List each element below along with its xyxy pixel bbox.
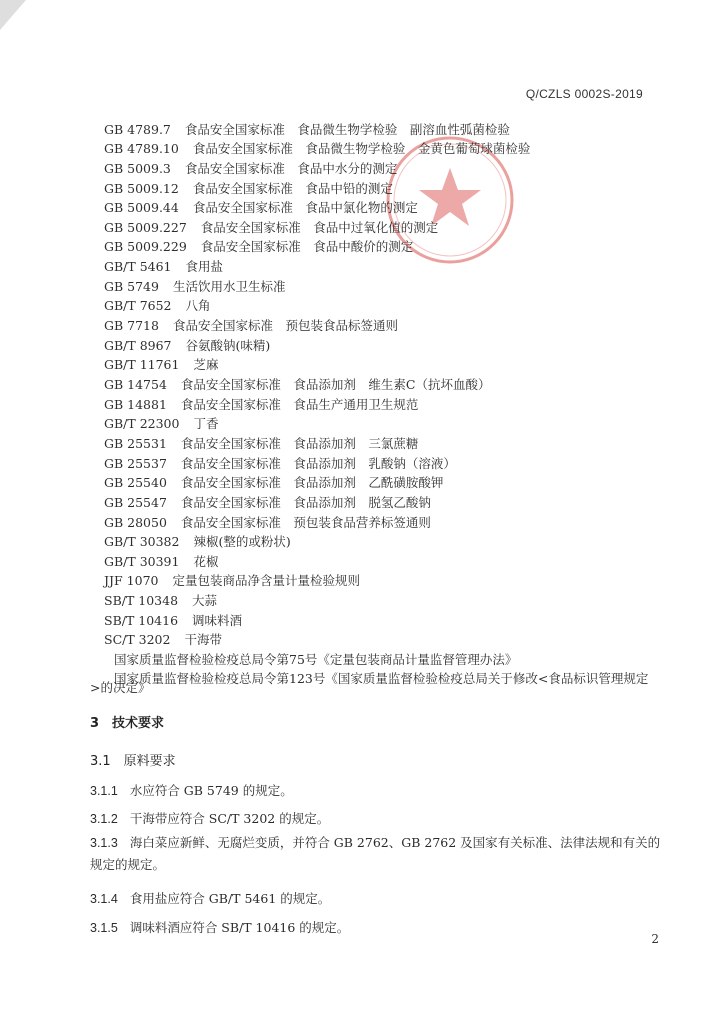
- reference-item: [104, 515, 431, 531]
- reference-title: 芝麻: [193, 357, 219, 372]
- clause-number: 3.1.1: [90, 784, 118, 798]
- reference-title: 食品安全国家标准 食品生产通用卫生规范: [180, 397, 419, 412]
- reference-code: GB/T 8967: [104, 338, 172, 353]
- reference-title: 干海带: [184, 632, 222, 647]
- reference-code: GB 25531: [104, 436, 167, 451]
- reference-code: GB/T 30382: [104, 534, 180, 549]
- reference-title: 食品安全国家标准 食品中过氧化值的测定: [200, 220, 439, 235]
- reference-title: 国家质量监督检验检疫总局令第123号《国家质量监督检验检疫总局关于修改<食品标识管理规定: [114, 671, 649, 686]
- reference-title: 丁香: [193, 416, 219, 431]
- reference-item: [104, 318, 398, 334]
- reference-title: 食品安全国家标准 食品添加剂 维生素C（抗坏血酸）: [180, 377, 491, 392]
- reference-title: 调味料酒: [192, 613, 243, 628]
- reference-code: GB 5009.12: [104, 181, 179, 196]
- section-heading-technical-requirements: 3 技术要求: [90, 716, 165, 731]
- reference-item: [104, 495, 431, 511]
- reference-item: [104, 554, 218, 570]
- reference-code: GB 25540: [104, 475, 167, 490]
- reference-item: [104, 298, 211, 314]
- reference-item: [104, 573, 360, 589]
- folded-corner: [0, 0, 26, 30]
- reference-title: 食品安全国家标准 食品添加剂 三氯蔗糖: [180, 436, 419, 451]
- reference-item: [104, 259, 223, 275]
- reference-item: [104, 397, 418, 413]
- reference-title: 谷氨酸钠(味精): [185, 338, 271, 353]
- reference-title: 国家质量监督检验检疫总局令第75号《定量包装商品计量监督管理办法》: [114, 652, 518, 667]
- reference-code: GB 5009.229: [104, 239, 187, 254]
- clause-number: 3.1.3: [90, 836, 118, 850]
- reference-title: 大蒜: [192, 593, 218, 608]
- reference-item: [104, 239, 413, 255]
- reference-code: GB 14754: [104, 377, 167, 392]
- reference-code: GB/T 7652: [104, 298, 172, 313]
- reference-title: 食品安全国家标准 食品中氯化物的测定: [192, 200, 418, 215]
- reference-code: GB 28050: [104, 515, 167, 530]
- reference-code: GB 4789.10: [104, 141, 179, 156]
- reference-title: 花椒: [193, 554, 219, 569]
- reference-code: GB 5749: [104, 279, 159, 294]
- clause-text: 食用盐应符合 GB/T 5461 的规定。: [129, 891, 331, 906]
- reference-code: GB 4789.7: [104, 122, 171, 137]
- reference-item: [104, 220, 438, 236]
- clause-item: [90, 780, 665, 802]
- page-number: 2: [651, 932, 659, 946]
- reference-item: [104, 475, 443, 491]
- reference-code: GB/T 22300: [104, 416, 180, 431]
- reference-code: GB 5009.44: [104, 200, 179, 215]
- reference-item: [104, 613, 242, 629]
- reference-code: GB 25537: [104, 456, 167, 471]
- reference-title: 食品安全国家标准 食品添加剂 乳酸钠（溶液）: [180, 456, 456, 471]
- reference-code: GB 5009.227: [104, 220, 187, 235]
- reference-code: GB/T 11761: [104, 357, 180, 372]
- clause-item: [90, 888, 665, 910]
- reference-item: [104, 357, 218, 373]
- reference-title: 辣椒(整的或粉状): [193, 534, 291, 549]
- reference-code: GB 14881: [104, 397, 167, 412]
- reference-item: [104, 416, 218, 432]
- reference-code: GB 5009.3: [104, 161, 171, 176]
- reference-code: SC/T 3202: [104, 632, 171, 647]
- reference-title: 食品安全国家标准 食品中水分的测定: [184, 161, 398, 176]
- reference-item: [104, 632, 222, 648]
- clause-text: 调味料酒应符合 SB/T 10416 的规定。: [129, 920, 350, 935]
- reference-title: 八角: [185, 298, 211, 313]
- clause-text: 干海带应符合 SC/T 3202 的规定。: [129, 811, 330, 826]
- reference-item: [104, 141, 530, 157]
- clause-text: 水应符合 GB 5749 的规定。: [129, 783, 293, 798]
- reference-item: [104, 436, 418, 452]
- reference-item: [104, 181, 393, 197]
- reference-title: 食品安全国家标准 食品中酸价的测定: [200, 239, 414, 254]
- reference-item: [114, 671, 648, 687]
- reference-item: [104, 122, 510, 138]
- reference-item: [104, 279, 285, 295]
- reference-title: 生活饮用水卫生标准: [172, 279, 286, 294]
- reference-title: 食品安全国家标准 食品微生物学检验 副溶血性弧菌检验: [184, 122, 510, 137]
- reference-item: [104, 456, 456, 472]
- reference-code: GB/T 30391: [104, 554, 180, 569]
- reference-code: GB 25547: [104, 495, 167, 510]
- reference-item: [104, 534, 291, 550]
- reference-item: [114, 652, 517, 668]
- reference-code: GB 7718: [104, 318, 159, 333]
- clause-number: 3.1.5: [90, 921, 118, 935]
- reference-item: [104, 200, 418, 216]
- reference-title: 食品安全国家标准 食品添加剂 乙酰磺胺酸钾: [180, 475, 444, 490]
- clause-item: [90, 917, 665, 939]
- reference-code: SB/T 10416: [104, 613, 179, 628]
- reference-title: 食用盐: [185, 259, 224, 274]
- reference-code: JJF 1070: [104, 573, 159, 588]
- reference-item: [104, 161, 397, 177]
- reference-item: [104, 593, 217, 609]
- reference-code: GB/T 5461: [104, 259, 172, 274]
- reference-item: [104, 377, 491, 393]
- clause-item: [90, 808, 665, 830]
- reference-title: 食品安全国家标准 食品微生物学检验 金黄色葡萄球菌检验: [192, 141, 531, 156]
- reference-code: SB/T 10348: [104, 593, 179, 608]
- clause-number: 3.1.2: [90, 812, 118, 826]
- reference-item: [104, 338, 270, 354]
- reference-title: 食品安全国家标准 预包装食品营养标签通则: [180, 515, 431, 530]
- reference-title: 定量包装商品净含量计量检验规则: [172, 573, 360, 588]
- reference-title: 食品安全国家标准 食品添加剂 脱氢乙酸钠: [180, 495, 431, 510]
- order-continuation: >的决定》: [90, 680, 151, 695]
- clause-item: [90, 832, 665, 875]
- clause-number: 3.1.4: [90, 892, 118, 906]
- reference-title: 食品安全国家标准 食品中铅的测定: [192, 181, 393, 196]
- clause-text: 海白菜应新鲜、无腐烂变质，并符合 GB 2762、GB 2762 及国家有关标准、法律法规和有关的规定的规定。: [90, 835, 661, 872]
- subsection-heading-raw-materials: 3.1 原料要求: [90, 754, 176, 769]
- document-number: Q/CZLS 0002S-2019: [525, 87, 643, 101]
- reference-title: 食品安全国家标准 预包装食品标签通则: [172, 318, 398, 333]
